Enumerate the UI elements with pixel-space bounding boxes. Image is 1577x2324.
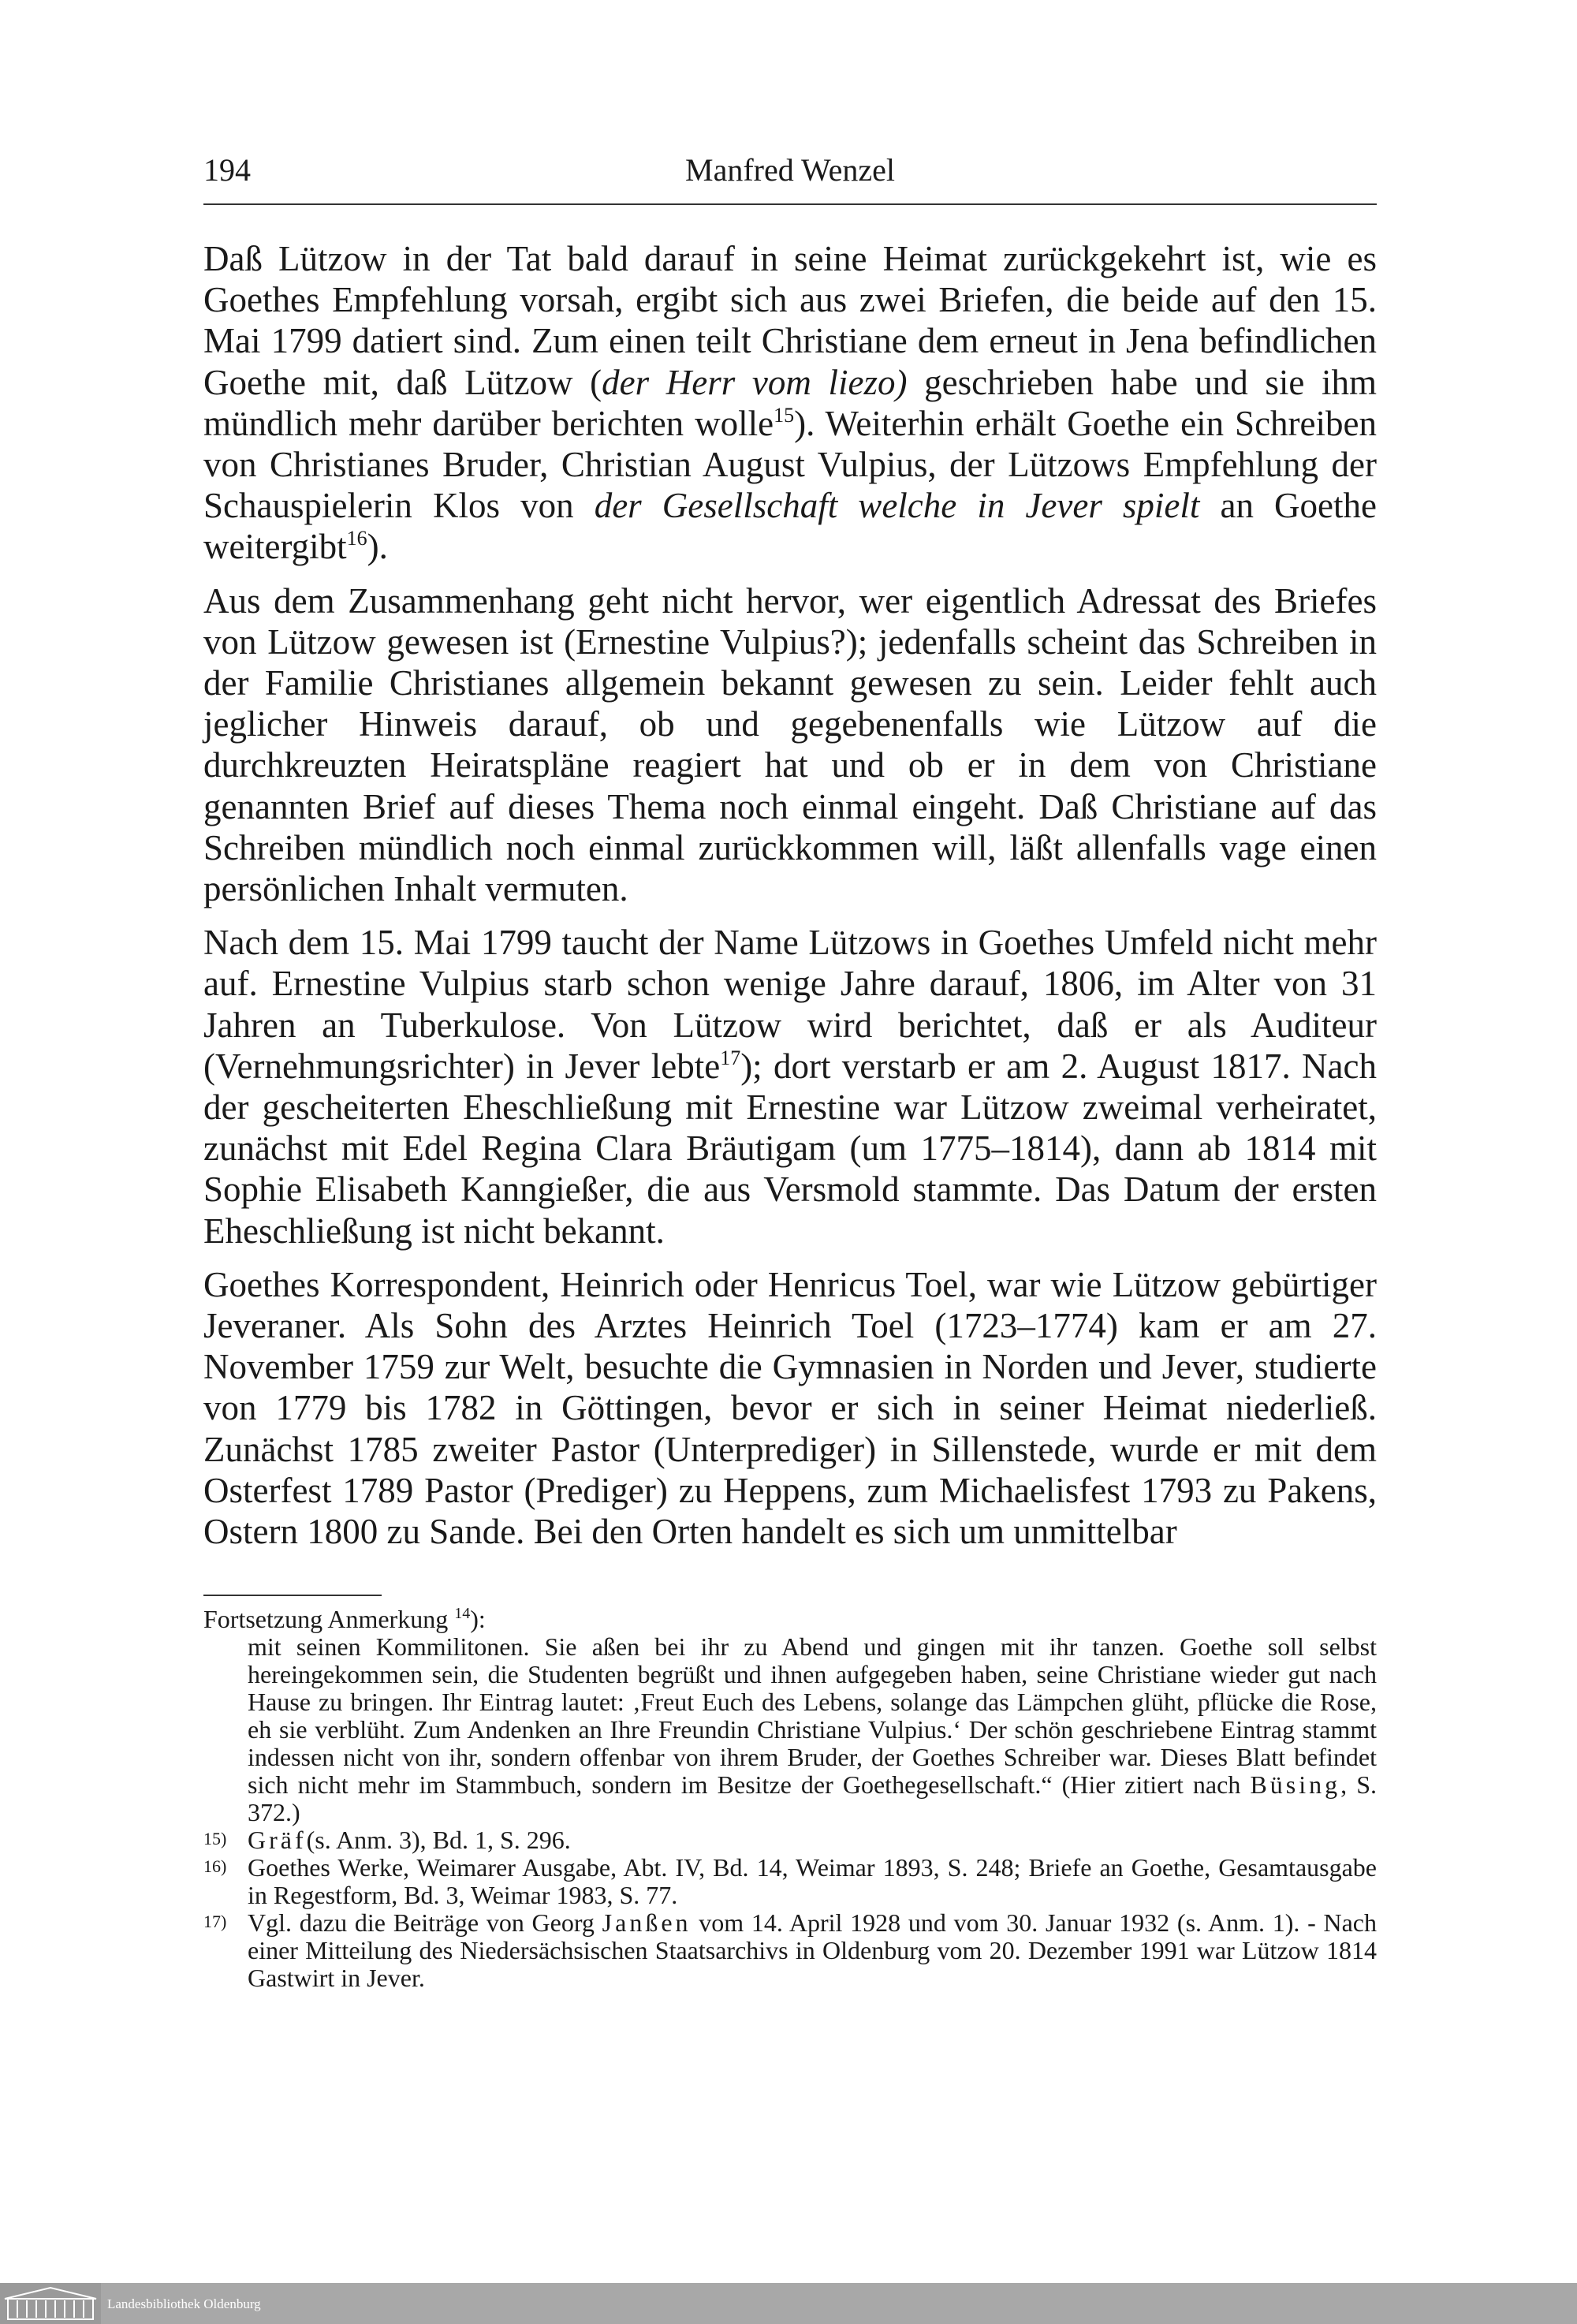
quoted-phrase: der Gesellschaft welche in Jever spielt xyxy=(594,486,1200,526)
footnote-ref: 16 xyxy=(346,527,367,550)
footnote-continuation: mit seinen Kommilitonen. Sie aßen bei ihr zu Abend und gingen mit ihr tanzen. Goethe soll selbst hereingekommen sein, die Studenten begrüßt und ihnen aufgegeben haben, seine Christiane wieder gut nach Hause zu bringen. Ihr Eintrag lautet: ‚Freut Euch des Lebens, solange das Lämpchen glüht, pflücke die Rose, eh sie verblüht. Zum Andenken an Ihre Freundin Christiane Vulpius.‘ Der schön geschriebene Eintrag stammt indessen nicht von ihr, sondern offenbar von ihrem Bruder, der Goethes Schreiber war. Dieses Blatt befindet sich nicht mehr im Stammbuch, sondern im Besitze der Goethegesellschaft.“ (Hier zitiert nach Büsing, S. 372.) xyxy=(248,1632,1378,1826)
page-header xyxy=(203,151,1377,199)
quoted-phrase: der Herr vom liezo) xyxy=(602,362,908,402)
footnote-ref: 15 xyxy=(774,403,795,427)
footnotes xyxy=(203,1606,1377,1992)
running-head-author: Manfred Wenzel xyxy=(685,152,895,188)
header-rule xyxy=(203,203,1377,205)
paragraph-4: Goethes Korrespondent, Heinrich oder Henricus Toel, war wie Lützow gebürtiger Jeveraner. Als Sohn des Arztes Heinrich Toel (1723–1774) kam er am 27. November 1759 zur Welt, besuchte die Gymnasien in Norden und Jever, studierte von 1779 bis 1782 in Göttingen, bevor er sich in seiner Heimat niederließ. Zunächst 1785 zweiter Pastor (Unterprediger) in Sillenstede, wurde er mit dem Osterfest 1789 Pastor (Prediger) zu Heppens, zum Michaelisfest 1793 zu Pakens, Ostern 1800 zu Sande. Bei den Orten handelt es sich um unmittelbar xyxy=(203,1264,1377,1552)
footnote-17: 17) Vgl. dazu die Beiträge von Georg Janßen vom 14. April 1928 und vom 30. Januar 1932 (s. Anm. 1). - Nach einer Mitteilung des Niedersächsischen Staatsarchivs in Oldenburg vom 20. Dezember 1991 war Lützow 1814 Gastwirt in Jever. xyxy=(203,1908,1378,1992)
footnote-ref: 17 xyxy=(720,1046,741,1069)
paragraph-3: Nach dem 15. Mai 1799 taucht der Name Lützows in Goethes Umfeld nicht mehr auf. Ernestine Vulpius starb schon wenige Jahre darauf, 1806, im Alter von 31 Jahren an Tuberkulose. Von Lützow wird berichtet, daß er als Auditeur (Vernehmungsrichter) in Jever lebte$^{17}$); dort verstarb er am 2. August 1817. Nach der gescheiterten Eheschließung mit Ernestine war Lützow zweimal verheiratet, zunächst mit Edel Regina Clara Bräutigam (um 1775–1814), dann ab 1814 mit Sophie Elisabeth Kanngießer, die aus Versmold stammte. Das Datum der ersten Eheschließung ist nicht bekannt. xyxy=(203,923,1377,1251)
library-footer-bar xyxy=(0,2283,1577,2324)
main-text xyxy=(203,238,1377,1565)
footnote-rule xyxy=(203,1595,382,1596)
paragraph-1: Daß Lützow in der Tat bald darauf in seine Heimat zurückgekehrt ist, wie es Goethes Empfehlung vorsah, ergibt sich aus zwei Briefen, die beide auf den 15. Mai 1799 datiert sind. Zum einen teilt Christiane dem erneut in Jena befindlichen Goethe mit, daß Lützow (der Herr vom liezo) geschrieben habe und sie ihm mündlich mehr darüber berichten wolle$^{15}$). Weiterhin erhält Goethe ein Schreiben von Christianes Bruder, Christian August Vulpius, der Lützows Empfehlung der Schauspielerin Klos von der Gesellschaft welche in Jever spielt an Goethe weitergibt$^{16}$). xyxy=(203,239,1377,567)
footnote-16: 16) Goethes Werke, Weimarer Ausgabe, Abt. IV, Bd. 14, Weimar 1893, S. 248; Briefe an Goethe, Gesamtausgabe in Regestform, Bd. 3, Weimar 1983, S. 77. xyxy=(203,1853,1377,1909)
library-building-icon xyxy=(0,2283,101,2324)
footnote-15: 15) Gräf(s. Anm. 3), Bd. 1, S. 296. xyxy=(203,1826,571,1854)
library-name: Landesbibliothek Oldenburg xyxy=(107,2296,261,2311)
paragraph-2: Aus dem Zusammenhang geht nicht hervor, wer eigentlich Adressat des Briefes von Lützow gewesen ist (Ernestine Vulpius?); jedenfalls scheint das Schreiben in der Familie Christianes allgemein bekannt gewesen zu sein. Leider fehlt auch jeglicher Hinweis darauf, ob und gegebenenfalls wie Lützow auf die durchkreuzten Heiratspläne reagiert hat und ob er in dem von Christiane genannten Brief auf dieses Thema noch einmal eingeht. Daß Christiane auf das Schreiben mündlich noch einmal zurückkommen will, läßt allenfalls vage einen persönlichen Inhalt vermuten. xyxy=(203,580,1377,909)
page-number: 194 xyxy=(203,152,251,188)
footnote-continuation-label: Fortsetzung Anmerkung $^{14}$): xyxy=(203,1605,486,1633)
